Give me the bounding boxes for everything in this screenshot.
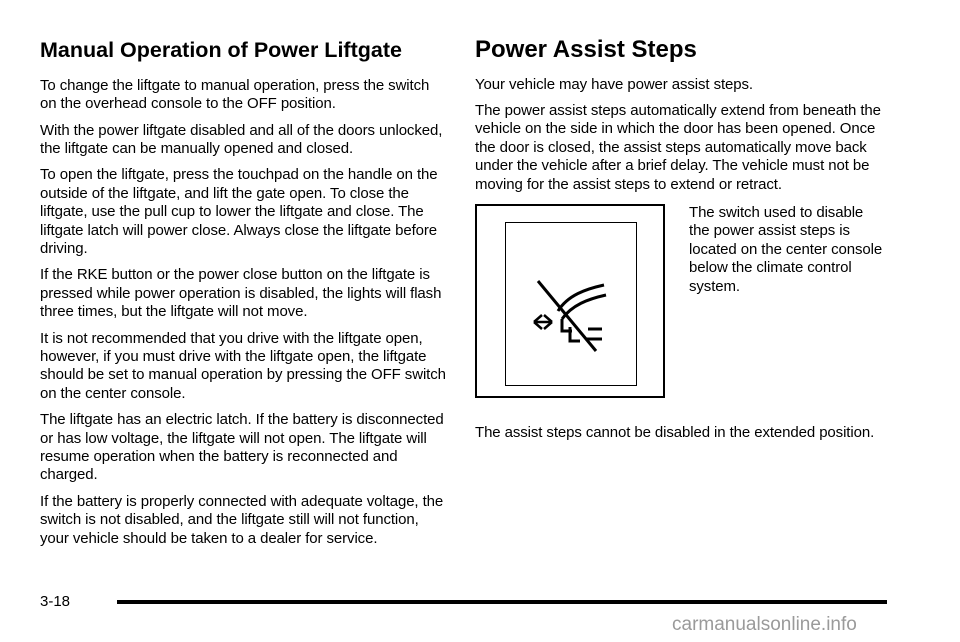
paragraph: The power assist steps automatically extend from beneath the vehicle on the side in which the door has been opened. Once the door is closed, the assist steps automatically move back under the vehicle after a brief delay. The vehicle must not be moving for the assist steps to extend or retract.	[475, 102, 881, 193]
figure-caption: The switch used to disable the power assist steps is located on the center console below the climate control system.	[689, 204, 883, 295]
section-title-power-assist-steps: Power Assist Steps	[475, 36, 697, 63]
paragraph: The liftgate has an electric latch. If the battery is disconnected or has low voltage, the liftgate will not open. The liftgate will resume operation when the battery is reconnected and charged.	[40, 411, 444, 484]
right-column	[475, 38, 887, 450]
section-title-manual-liftgate: Manual Operation of Power Liftgate	[40, 38, 402, 62]
paragraph: It is not recommended that you drive with the liftgate open, however, if you must drive with the liftgate open, the liftgate should be set to manual operation by pressing the OFF switch on the center console.	[40, 329, 446, 402]
paragraph: Your vehicle may have power assist steps.	[475, 75, 753, 93]
paragraph: The assist steps cannot be disabled in the extended position.	[475, 424, 875, 442]
watermark: carmanualsonline.info	[672, 614, 857, 635]
paragraph: To open the liftgate, press the touchpad on the handle on the outside of the liftgate, and lift the gate open. To close the liftgate, use the pull cup to lower the liftgate and close. The liftgate latch will power close. Always close the liftgate before driving.	[40, 166, 438, 257]
paragraph: If the battery is properly connected with adequate voltage, the switch is not disabled, and the liftgate still will not function, your vehicle should be taken to a dealer for service.	[40, 492, 444, 547]
paragraph: If the RKE button or the power close button on the liftgate is pressed while power operation is disabled, the lights will flash three times, but the liftgate will not move.	[40, 266, 442, 321]
switch-panel	[505, 222, 637, 386]
footer-rule	[117, 600, 887, 604]
page-number: 3-18	[40, 593, 71, 610]
paragraph: With the power liftgate disabled and all of the doors unlocked, the liftgate can be manually opened and closed.	[40, 121, 443, 157]
left-column	[40, 38, 448, 556]
power-assist-steps-disabled-icon	[506, 223, 636, 385]
figure-row	[475, 204, 887, 400]
paragraph: To change the liftgate to manual operation, press the switch on the overhead console to the OFF position.	[40, 76, 430, 113]
figure-frame	[475, 204, 665, 398]
